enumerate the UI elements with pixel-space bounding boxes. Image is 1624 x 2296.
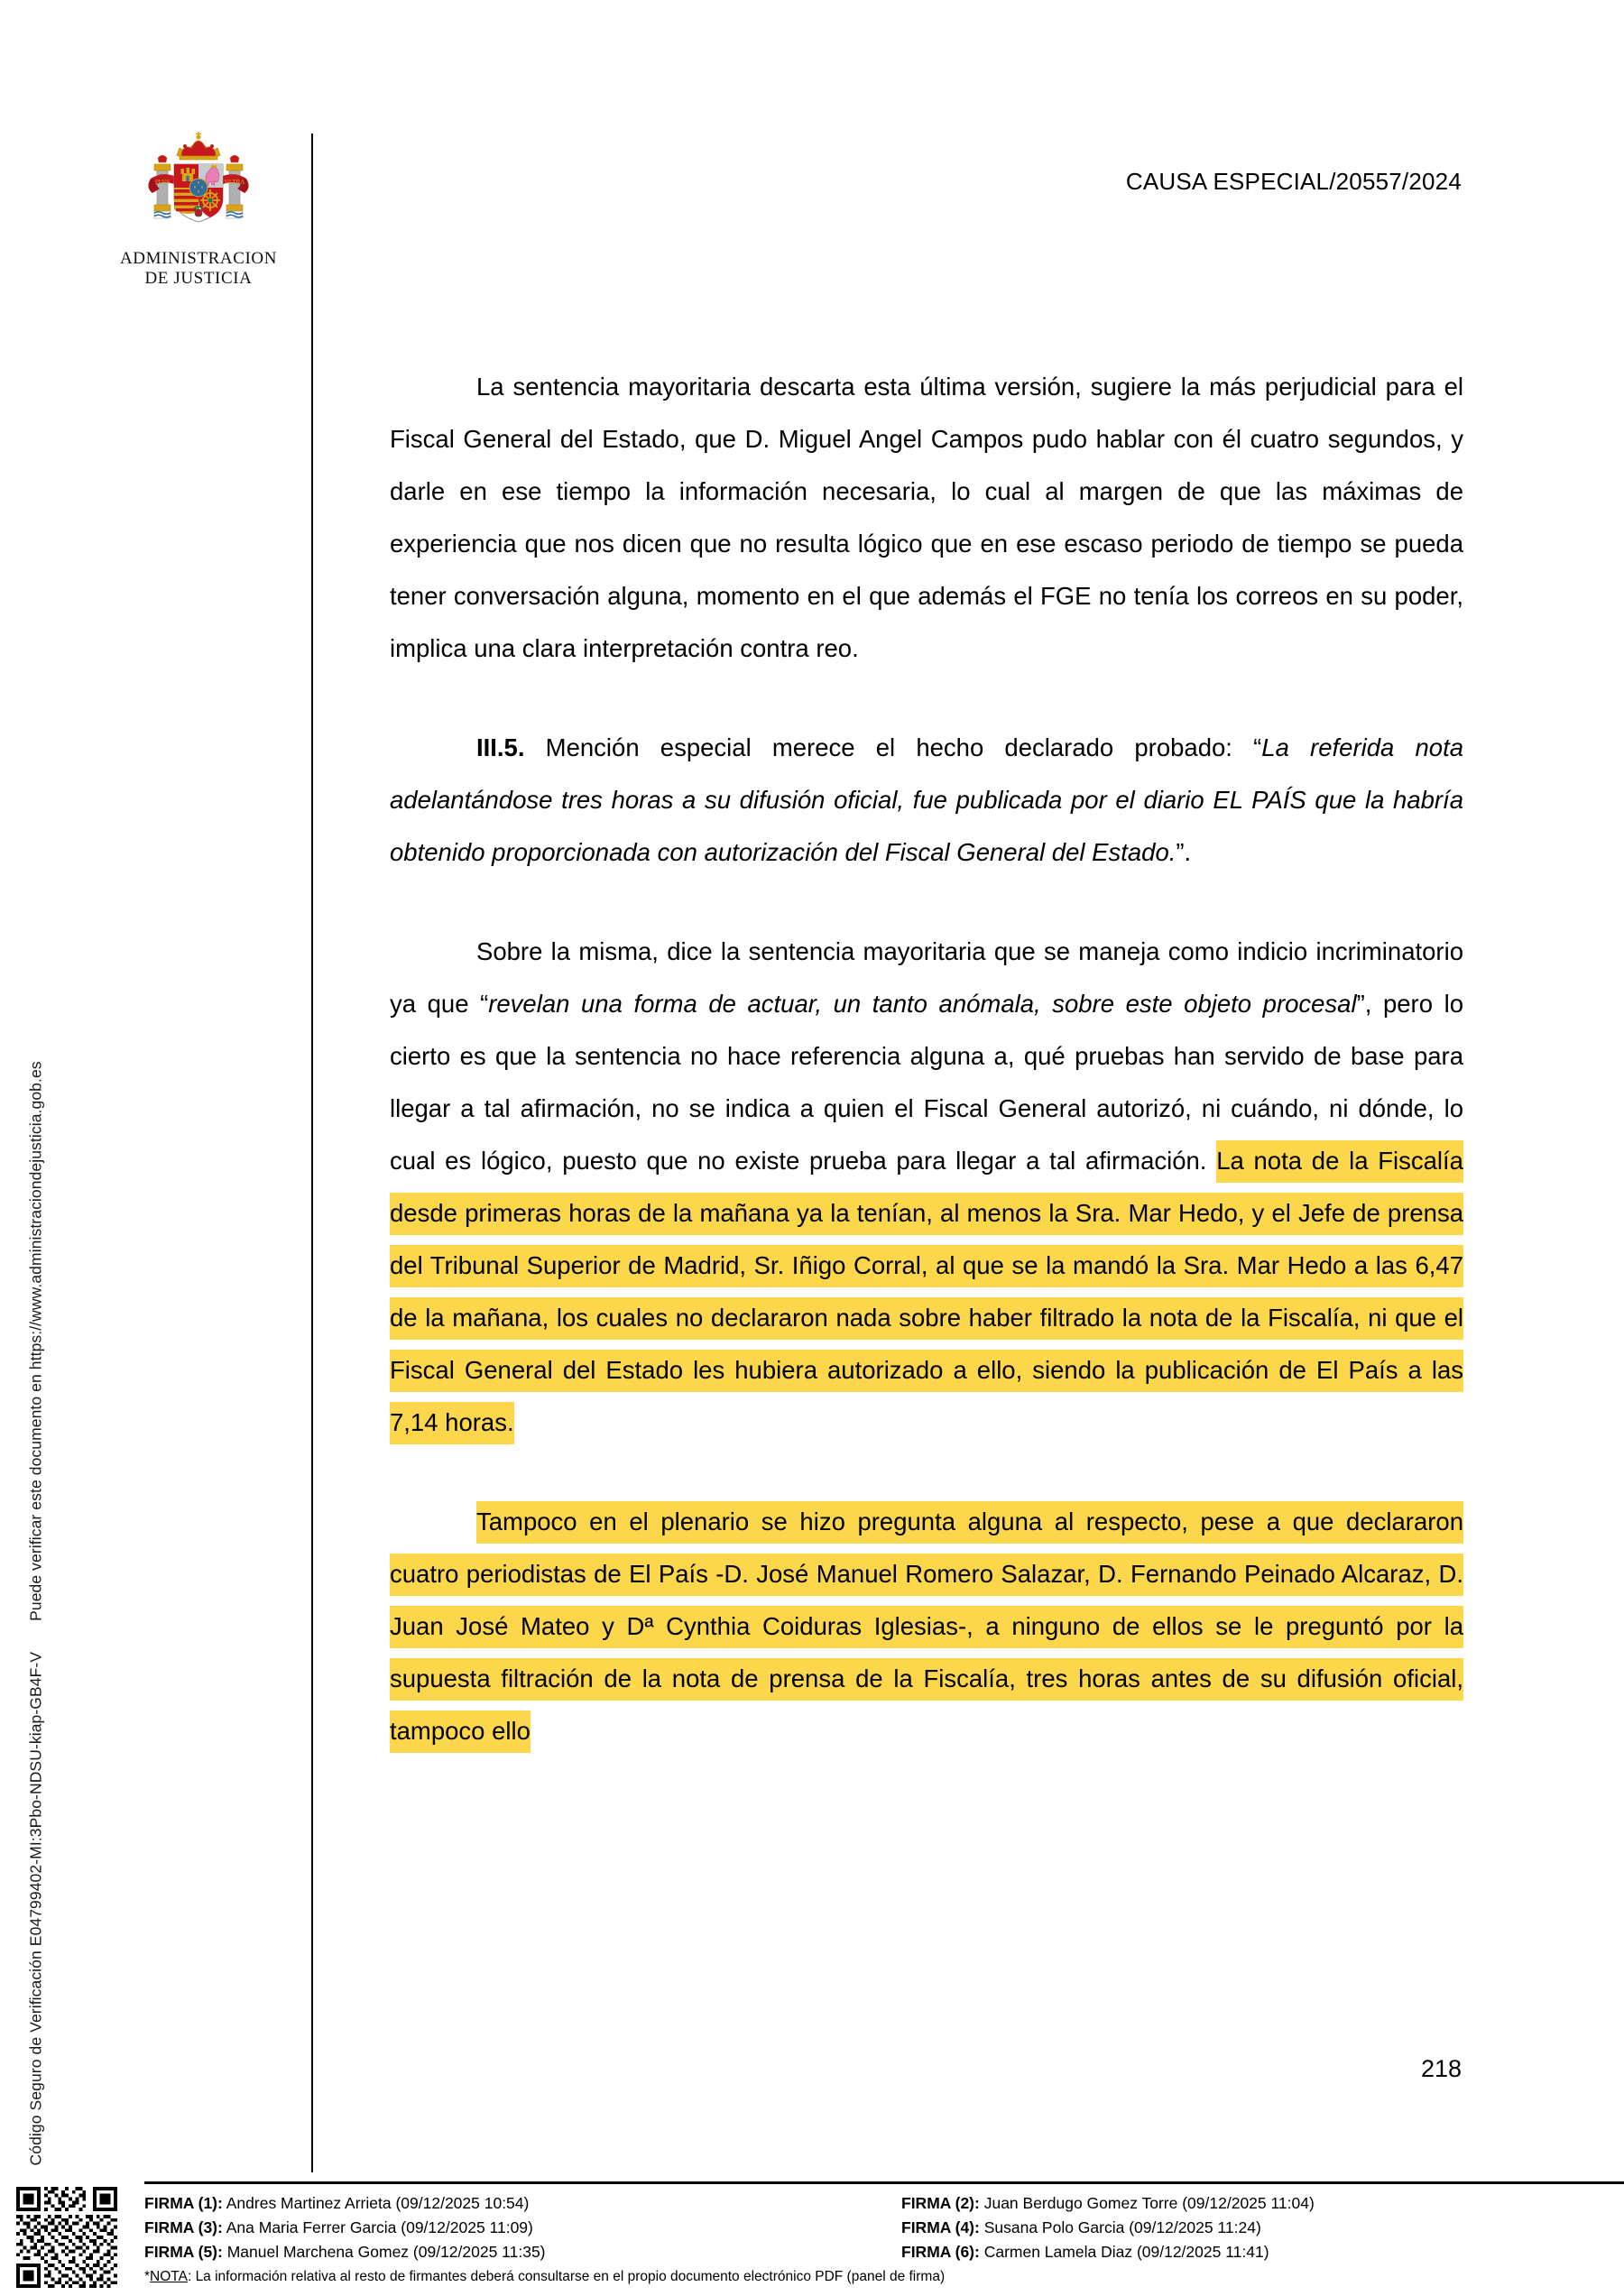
case-reference-header: CAUSA ESPECIAL/20557/2024: [1125, 168, 1462, 195]
paragraph-4: [390, 1496, 1463, 1757]
footer-divider-rule: [144, 2181, 1624, 2184]
paragraph-3-part-2: ”, pero lo cierto es que la sentencia no hace referencia alguna a, qué pruebas han servido de base para llegar a tal afirmación, no se indica a quien el Fiscal General autorizó, ni cuándo, ni dónde, lo cual es lógico, puesto que no existe prueba para llegar a tal afirmación.: [390, 990, 1463, 1175]
paragraph-2-marker: III.5.: [476, 733, 525, 761]
signature-2-value: Juan Berdugo Gomez Torre (09/12/2025 11:04): [979, 2194, 1315, 2212]
signature-2: [849, 2192, 1606, 2215]
document-footer: [0, 2181, 1624, 2296]
signature-6-label: FIRMA (6):: [901, 2243, 980, 2261]
signature-row: [144, 2217, 1606, 2239]
signature-5-value: Manuel Marchena Gomez (09/12/2025 11:35): [222, 2243, 546, 2261]
footer-note: [144, 2268, 1606, 2286]
signature-1-label: FIRMA (1):: [144, 2194, 223, 2212]
paragraph-1: [390, 361, 1463, 675]
footer-note-prefix: *: [144, 2269, 151, 2284]
margin-divider-rule: [311, 134, 313, 2172]
signature-1-value: Andres Martinez Arrieta (09/12/2025 10:54): [222, 2194, 530, 2212]
paragraph-4-highlighted-text: Tampoco en el plenario se hizo pregunta alguna al respecto, pese a que declararon cuatro periodistas de El País -D. José Manuel Romero Salazar, D. Fernando Peinado Alcaraz, D. Juan José Mateo y Dª Cynthia Coiduras Iglesias-, a ninguno de ellos se le preguntó por la supuesta filtración de la nota de prensa de la Fiscalía, tres horas antes de su difusión oficial, tampoco ello: [390, 1501, 1463, 1753]
coat-of-arms-caption: [95, 249, 302, 290]
signature-3: [144, 2217, 849, 2239]
signature-4-value: Susana Polo Garcia (09/12/2025 11:24): [979, 2218, 1261, 2236]
qr-code-icon: [16, 2187, 117, 2288]
coat-of-arms-block: [95, 128, 302, 290]
signature-5-label: FIRMA (5):: [144, 2243, 223, 2261]
paragraph-1-text: La sentencia mayoritaria descarta esta última versión, sugiere la más perjudicial para el Fiscal General del Estado, que D. Miguel Angel Campos pudo hablar con él cuatro segundos, y darle en ese tiempo la información necesaria, lo cual al margen de que las máximas de experiencia que nos dicen que no resulta lógico que en ese escaso periodo de tiempo se pueda tener conversación alguna, momento en el que además el FGE no tenía los correos en su poder, implica una clara interpretación contra reo.: [390, 373, 1463, 662]
spain-coat-of-arms-icon: [131, 128, 266, 247]
paragraph-3: [390, 926, 1463, 1449]
paragraph-3-part-1: Sobre la misma, dice la sentencia mayoritaria que se maneja como indicio incriminatorio ya que “: [390, 937, 1463, 1018]
signature-row: [144, 2192, 1606, 2215]
paragraph-3-quote: revelan una forma de actuar, un tanto anómala, sobre este objeto procesal: [488, 990, 1357, 1018]
verification-sidebar: [0, 0, 63, 2165]
verification-sidebar-text: [26, 1061, 46, 2166]
paragraph-2-lead: Mención especial merece el hecho declarado probado: “: [524, 733, 1262, 761]
document-body: [390, 361, 1463, 1757]
footer-note-keyword: NOTA: [150, 2269, 188, 2284]
signature-row: [144, 2241, 1606, 2264]
footer-note-text: : La información relativa al resto de firmantes deberá consultarse en el propio documento electrónico PDF (panel de firma): [187, 2269, 946, 2284]
signature-2-label: FIRMA (2):: [901, 2194, 980, 2212]
svg-text:VLTRA: VLTRA: [224, 179, 245, 186]
verification-code: Código Seguro de Verificación E04799402-MI:3Pbo-NDSU-kiap-GB4F-V: [26, 1651, 45, 2166]
signature-6: [849, 2241, 1606, 2264]
signature-4-label: FIRMA (4):: [901, 2218, 980, 2236]
signature-3-label: FIRMA (3):: [144, 2218, 223, 2236]
signature-1: [144, 2192, 849, 2215]
paragraph-3-highlighted-text: La nota de la Fiscalía desde primeras horas de la mañana ya la tenían, al menos la Sra. Mar Hedo, y el Jefe de prensa del Tribunal Superior de Madrid, Sr. Iñigo Corral, al que se la mandó la Sra. Mar Hedo a las 6,47 de la mañana, los cuales no declararon nada sobre haber filtrado la nota de la Fiscalía, ni que el Fiscal General del Estado les hubiera autorizado a ello, siendo la publicación de El País a las 7,14 horas.: [390, 1140, 1463, 1444]
paragraph-2-quote: La referida nota adelantándose tres horas a su difusión oficial, fue publicada por el diario EL PAÍS que la habría obtenido proporcionada con autorización del Fiscal General del Estado.: [390, 733, 1464, 866]
signature-6-value: Carmen Lamela Diaz (09/12/2025 11:41): [979, 2243, 1269, 2261]
paragraph-2: [390, 722, 1463, 879]
signature-5: [144, 2241, 849, 2264]
svg-text:PLVS: PLVS: [154, 179, 171, 186]
verification-url: Puede verificar este documento en https://www.administraciondejusticia.gob.es: [26, 1061, 45, 1621]
signature-3-value: Ana Maria Ferrer Garcia (09/12/2025 11:09): [222, 2218, 533, 2236]
caption-line-1: ADMINISTRACION: [119, 249, 278, 268]
caption-line-2: DE JUSTICIA: [144, 269, 253, 289]
signature-4: [849, 2217, 1606, 2239]
page-number: 218: [1420, 2055, 1462, 2082]
paragraph-2-tail: ”.: [1176, 838, 1192, 866]
signature-list: [144, 2192, 1606, 2265]
